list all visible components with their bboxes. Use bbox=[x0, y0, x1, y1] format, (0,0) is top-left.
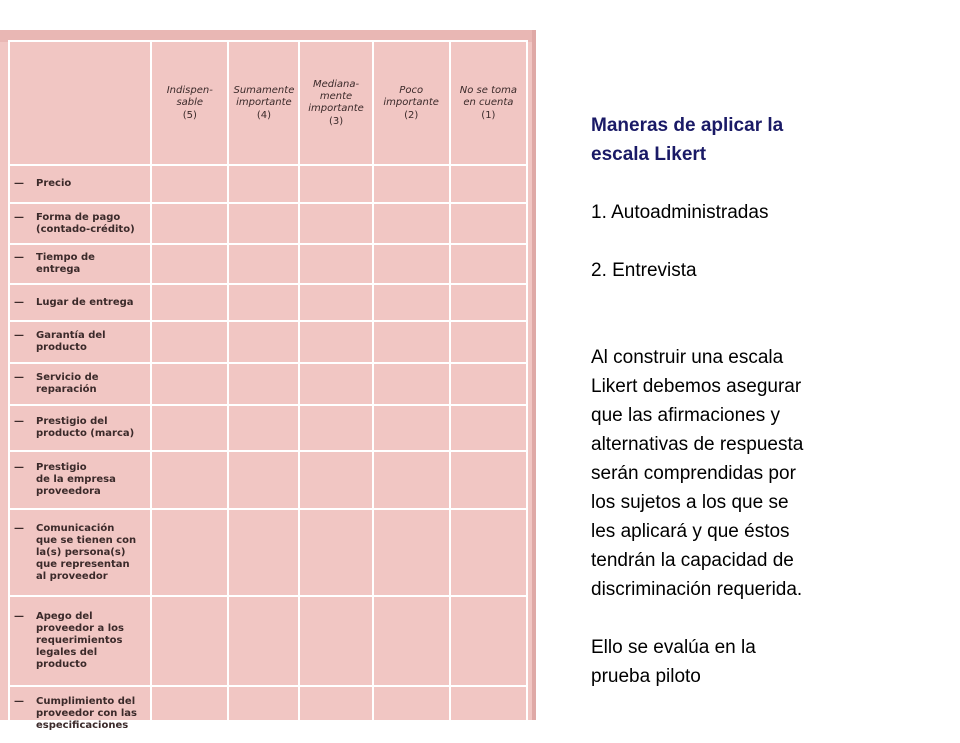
rating-cell bbox=[228, 686, 299, 742]
rating-cell bbox=[299, 596, 372, 686]
item-apego-requerimientos: — Apego del proveedor a los requerimientos legales del producto bbox=[9, 596, 151, 686]
rating-cell bbox=[151, 203, 228, 244]
rating-cell bbox=[299, 165, 372, 203]
table-row bbox=[9, 165, 527, 203]
item-servicio-reparacion: — Servicio de reparación bbox=[9, 363, 151, 405]
option-autoadministradas: 1. Autoadministradas bbox=[591, 202, 769, 223]
rating-cell bbox=[373, 451, 450, 509]
rating-cell bbox=[228, 451, 299, 509]
rating-cell bbox=[373, 405, 450, 451]
option-entrevista: 2. Entrevista bbox=[591, 260, 697, 281]
rating-cell bbox=[151, 451, 228, 509]
item-lugar-de-entrega: — Lugar de entrega bbox=[9, 284, 151, 321]
slide-title: Maneras de aplicar la escala Likert bbox=[591, 115, 784, 165]
rating-cell bbox=[450, 405, 527, 451]
rating-cell bbox=[299, 284, 372, 321]
rating-cell bbox=[151, 686, 228, 742]
rating-cell bbox=[450, 509, 527, 596]
rating-cell bbox=[228, 596, 299, 686]
table-row bbox=[9, 203, 527, 244]
header-medianamente-importante: Mediana- mente importante (3) bbox=[299, 41, 372, 165]
rating-cell bbox=[151, 284, 228, 321]
rating-cell bbox=[299, 244, 372, 284]
rating-cell bbox=[228, 165, 299, 203]
likert-table-scan bbox=[0, 30, 536, 731]
table-row bbox=[9, 321, 527, 363]
rating-cell bbox=[151, 321, 228, 363]
item-cumplimiento: — Cumplimiento del proveedor con las especificaciones bbox=[9, 686, 151, 742]
table-row bbox=[9, 596, 527, 686]
rating-cell bbox=[373, 321, 450, 363]
rating-cell bbox=[228, 321, 299, 363]
item-comunicacion: — Comunicación que se tienen con la(s) persona(s) que representan al proveedor bbox=[9, 509, 151, 596]
item-garantia: — Garantía del producto bbox=[9, 321, 151, 363]
rating-cell bbox=[228, 405, 299, 451]
rating-cell bbox=[450, 165, 527, 203]
table-row bbox=[9, 509, 527, 596]
rating-cell bbox=[228, 284, 299, 321]
rating-cell bbox=[373, 203, 450, 244]
rating-cell bbox=[151, 405, 228, 451]
explanation-text bbox=[591, 111, 951, 691]
rating-cell bbox=[299, 363, 372, 405]
rating-cell bbox=[373, 244, 450, 284]
rating-cell bbox=[373, 363, 450, 405]
rating-cell bbox=[450, 284, 527, 321]
rating-cell bbox=[151, 165, 228, 203]
rating-cell bbox=[299, 203, 372, 244]
rating-cell bbox=[151, 363, 228, 405]
rating-cell bbox=[450, 451, 527, 509]
item-precio: — Precio bbox=[9, 165, 151, 203]
likert-table bbox=[8, 40, 528, 743]
rating-cell bbox=[299, 321, 372, 363]
item-forma-de-pago: — Forma de pago (contado-crédito) bbox=[9, 203, 151, 244]
table-row bbox=[9, 244, 527, 284]
header-no-se-toma: No se toma en cuenta (1) bbox=[450, 41, 527, 165]
header-sumamente-importante: Sumamente importante (4) bbox=[228, 41, 299, 165]
rating-cell bbox=[228, 244, 299, 284]
rating-cell bbox=[151, 244, 228, 284]
rating-cell bbox=[299, 405, 372, 451]
rating-cell bbox=[450, 596, 527, 686]
table-row bbox=[9, 451, 527, 509]
rating-cell bbox=[450, 363, 527, 405]
construction-paragraph: Al construir una escala Likert debemos asegurar que las afirmaciones y alternativas de respuesta serán comprendidas por los sujetos a los que se les aplicará y que éstos tendrán la capacidad de discriminación requerida. bbox=[591, 347, 804, 600]
rating-cell bbox=[373, 284, 450, 321]
header-blank bbox=[9, 41, 151, 165]
rating-cell bbox=[299, 686, 372, 742]
rating-cell bbox=[151, 509, 228, 596]
rating-cell bbox=[151, 596, 228, 686]
rating-cell bbox=[373, 509, 450, 596]
rating-cell bbox=[450, 321, 527, 363]
rating-cell bbox=[228, 203, 299, 244]
rating-cell bbox=[373, 686, 450, 742]
rating-cell bbox=[299, 509, 372, 596]
pilot-test-note: Ello se evalúa en la prueba piloto bbox=[591, 637, 756, 687]
header-indispensable: Indispen- sable (5) bbox=[151, 41, 228, 165]
rating-cell bbox=[450, 686, 527, 742]
header-row bbox=[9, 41, 527, 165]
rating-cell bbox=[228, 509, 299, 596]
rating-cell bbox=[450, 244, 527, 284]
table-row bbox=[9, 686, 527, 742]
item-prestigio-producto: — Prestigio del producto (marca) bbox=[9, 405, 151, 451]
item-prestigio-empresa: — Prestigio de la empresa proveedora bbox=[9, 451, 151, 509]
table-row bbox=[9, 284, 527, 321]
item-tiempo-de-entrega: — Tiempo de entrega bbox=[9, 244, 151, 284]
rating-cell bbox=[450, 203, 527, 244]
table-row bbox=[9, 405, 527, 451]
rating-cell bbox=[299, 451, 372, 509]
table-row bbox=[9, 363, 527, 405]
header-poco-importante: Poco importante (2) bbox=[373, 41, 450, 165]
rating-cell bbox=[373, 596, 450, 686]
rating-cell bbox=[373, 165, 450, 203]
rating-cell bbox=[228, 363, 299, 405]
